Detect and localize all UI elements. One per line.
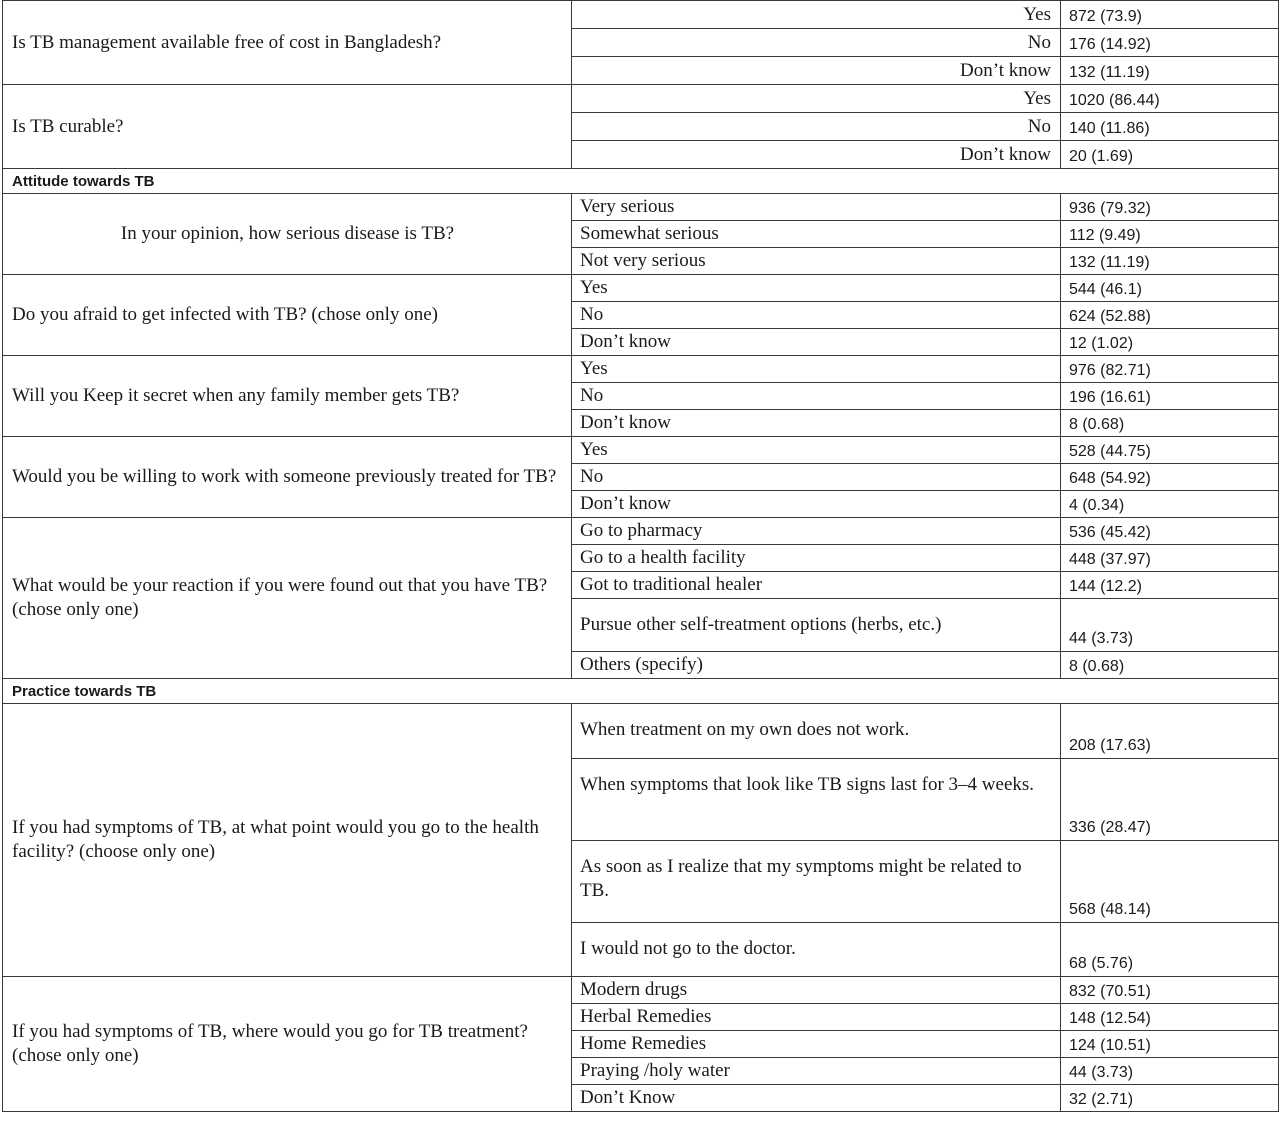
value-cell: 140 (11.86) xyxy=(1061,113,1279,141)
value-cell: 12 (1.02) xyxy=(1061,329,1279,356)
answer-cell: Don’t know xyxy=(572,57,1061,85)
value-cell: 448 (37.97) xyxy=(1061,545,1279,572)
answer-cell: Not very serious xyxy=(572,248,1061,275)
section-header-attitude: Attitude towards TB xyxy=(3,169,1279,194)
answer-cell: Go to pharmacy xyxy=(572,518,1061,545)
value-cell: 44 (3.73) xyxy=(1061,599,1279,652)
value-cell: 832 (70.51) xyxy=(1061,977,1279,1004)
answer-cell: Don’t know xyxy=(572,491,1061,518)
answer-cell: No xyxy=(572,113,1061,141)
answer-cell: No xyxy=(572,383,1061,410)
section-row xyxy=(3,679,1279,704)
question-cell: If you had symptoms of TB, at what point would you go to the health facility? (choose only one) xyxy=(3,704,572,977)
answer-cell: Don’t Know xyxy=(572,1085,1061,1112)
answer-cell: Yes xyxy=(572,85,1061,113)
value-cell: 872 (73.9) xyxy=(1061,1,1279,29)
answer-cell: Pursue other self-treatment options (herbs, etc.) xyxy=(572,599,1061,652)
value-cell: 648 (54.92) xyxy=(1061,464,1279,491)
question-cell: Do you afraid to get infected with TB? (chose only one) xyxy=(3,275,572,356)
answer-cell: Others (specify) xyxy=(572,652,1061,679)
question-cell: Is TB management available free of cost in Bangladesh? xyxy=(3,1,572,85)
value-cell: 568 (48.14) xyxy=(1061,841,1279,923)
value-cell: 976 (82.71) xyxy=(1061,356,1279,383)
table-row xyxy=(3,356,1279,383)
value-cell: 208 (17.63) xyxy=(1061,704,1279,759)
table-row xyxy=(3,194,1279,221)
value-cell: 32 (2.71) xyxy=(1061,1085,1279,1112)
answer-cell: Don’t know xyxy=(572,410,1061,437)
answer-cell: Somewhat serious xyxy=(572,221,1061,248)
table-row xyxy=(3,704,1279,759)
question-cell: If you had symptoms of TB, where would you go for TB treatment? (chose only one) xyxy=(3,977,572,1112)
value-cell: 132 (11.19) xyxy=(1061,248,1279,275)
value-cell: 1020 (86.44) xyxy=(1061,85,1279,113)
value-cell: 148 (12.54) xyxy=(1061,1004,1279,1031)
value-cell: 68 (5.76) xyxy=(1061,923,1279,977)
value-cell: 132 (11.19) xyxy=(1061,57,1279,85)
answer-cell: Home Remedies xyxy=(572,1031,1061,1058)
section-header-practice: Practice towards TB xyxy=(3,679,1279,704)
value-cell: 44 (3.73) xyxy=(1061,1058,1279,1085)
value-cell: 544 (46.1) xyxy=(1061,275,1279,302)
question-cell: Will you Keep it secret when any family member gets TB? xyxy=(3,356,572,437)
value-cell: 196 (16.61) xyxy=(1061,383,1279,410)
answer-cell: Modern drugs xyxy=(572,977,1061,1004)
value-cell: 624 (52.88) xyxy=(1061,302,1279,329)
survey-results-table xyxy=(2,0,1279,1112)
value-cell: 536 (45.42) xyxy=(1061,518,1279,545)
value-cell: 176 (14.92) xyxy=(1061,29,1279,57)
answer-cell: Go to a health facility xyxy=(572,545,1061,572)
table-row xyxy=(3,518,1279,545)
section-row xyxy=(3,169,1279,194)
value-cell: 144 (12.2) xyxy=(1061,572,1279,599)
answer-cell: Yes xyxy=(572,275,1061,302)
value-cell: 8 (0.68) xyxy=(1061,652,1279,679)
value-cell: 112 (9.49) xyxy=(1061,221,1279,248)
question-cell: What would be your reaction if you were found out that you have TB? (chose only one) xyxy=(3,518,572,679)
answer-cell: No xyxy=(572,464,1061,491)
answer-cell: No xyxy=(572,29,1061,57)
answer-cell: Yes xyxy=(572,1,1061,29)
answer-cell: Praying /holy water xyxy=(572,1058,1061,1085)
value-cell: 4 (0.34) xyxy=(1061,491,1279,518)
answer-cell: No xyxy=(572,302,1061,329)
value-cell: 8 (0.68) xyxy=(1061,410,1279,437)
answer-cell: Don’t know xyxy=(572,141,1061,169)
answer-cell: Herbal Remedies xyxy=(572,1004,1061,1031)
answer-cell: When symptoms that look like TB signs last for 3–4 weeks. xyxy=(572,759,1061,841)
answer-cell: Yes xyxy=(572,437,1061,464)
answer-cell: Very serious xyxy=(572,194,1061,221)
value-cell: 336 (28.47) xyxy=(1061,759,1279,841)
value-cell: 528 (44.75) xyxy=(1061,437,1279,464)
answer-cell: As soon as I realize that my symptoms might be related to TB. xyxy=(572,841,1061,923)
question-cell: In your opinion, how serious disease is TB? xyxy=(3,194,572,275)
value-cell: 124 (10.51) xyxy=(1061,1031,1279,1058)
table-row xyxy=(3,1,1279,29)
answer-cell: When treatment on my own does not work. xyxy=(572,704,1061,759)
answer-cell: Don’t know xyxy=(572,329,1061,356)
table-row xyxy=(3,275,1279,302)
question-cell: Would you be willing to work with someone previously treated for TB? xyxy=(3,437,572,518)
answer-cell: I would not go to the doctor. xyxy=(572,923,1061,977)
table-row xyxy=(3,85,1279,113)
answer-cell: Got to traditional healer xyxy=(572,572,1061,599)
answer-cell: Yes xyxy=(572,356,1061,383)
question-cell: Is TB curable? xyxy=(3,85,572,169)
table-row xyxy=(3,977,1279,1004)
value-cell: 20 (1.69) xyxy=(1061,141,1279,169)
table-row xyxy=(3,437,1279,464)
value-cell: 936 (79.32) xyxy=(1061,194,1279,221)
